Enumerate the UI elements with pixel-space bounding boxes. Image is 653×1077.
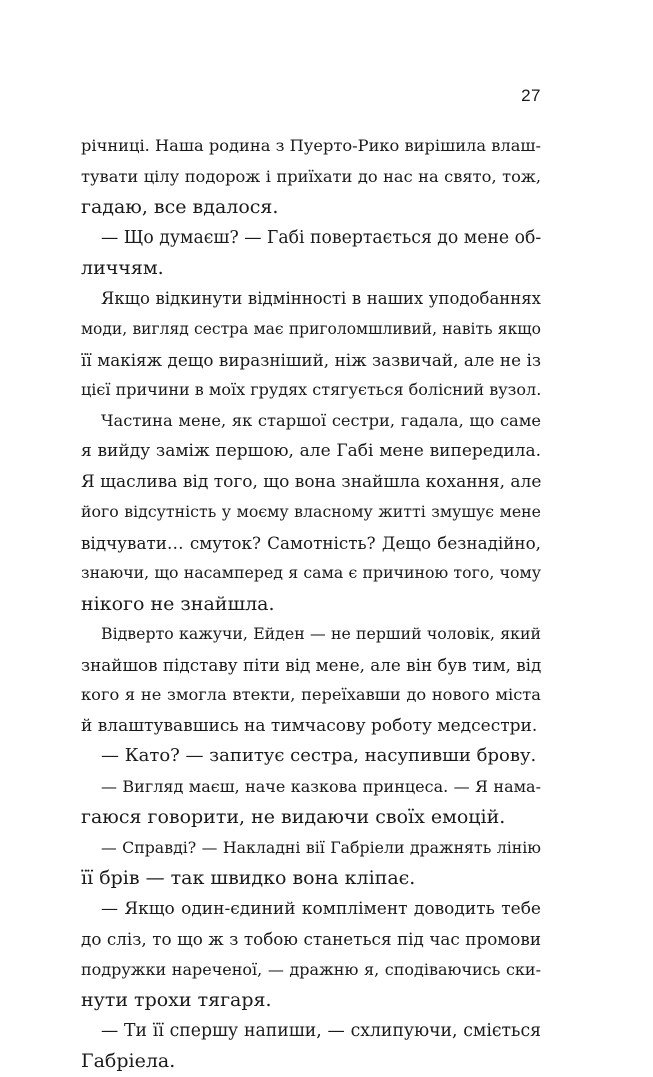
text-line: її брів — так швидко вона кліпає.	[81, 867, 416, 889]
text-line: тувати цілу подорож і приїхати до нас на свято, тож,	[81, 166, 541, 186]
text-line: його відсутність у моєму власному житті змушує мене	[81, 502, 541, 521]
text-line: Я щаслива від того, що вона знайшла кохання, але	[81, 471, 542, 492]
body-text	[81, 131, 541, 1077]
text-line: відчувати… смуток? Самотність? Дещо безнадійно,	[81, 532, 541, 553]
text-line: Якщо відкинути відмінності в наших уподобаннях	[101, 288, 541, 308]
text-line: — Що думаєш? — Габі повертається до мене об-	[101, 227, 542, 248]
text-line: її макіяж дещо виразніший, ніж зазвичай, але не із	[81, 349, 541, 370]
text-line: кого я не змогла втекти, переїхавши до нового міста	[81, 685, 541, 704]
text-line: знаючи, що насамперед я сама є причиною того, чому	[81, 563, 541, 582]
text-line: — Вигляд маєш, наче казкова принцеса. — Я нама-	[101, 776, 541, 796]
text-line: личчям.	[81, 257, 164, 279]
text-line: цієї причини в моїх грудях стягується болісний вузол.	[81, 380, 542, 399]
text-line: моди, вигляд сестра має приголомшливий, навіть якщо	[81, 320, 541, 338]
text-line: подружки нареченої, — дражню я, сподіваючись ски-	[81, 959, 541, 979]
text-line: нути трохи тягаря.	[81, 989, 272, 1011]
text-line: гаюся говорити, не видаючи своїх емоцій.	[81, 806, 506, 828]
text-line: Частина мене, як старшої сестри, гадала, що саме	[101, 410, 541, 430]
text-line: — Ти її спершу напиши, — схлипуючи, сміється	[101, 1020, 541, 1041]
text-line: Відверто кажучи, Ейден — не перший чоловік, який	[101, 624, 541, 643]
text-line: нікого не знайшла.	[81, 592, 275, 615]
text-line: річниці. Наша родина з Пуерто-Рико вирішила влаш-	[81, 136, 541, 155]
text-line: Габріела.	[81, 1050, 176, 1072]
text-line: — Като? — запитує сестра, насупивши брову.	[101, 745, 537, 766]
text-line: знайшов підставу піти від мене, але він був тим, від	[81, 654, 542, 675]
text-line: й влаштувавшись на тимчасову роботу медсестри.	[81, 715, 538, 736]
text-line: — Якщо один-єдиний комплімент доводить тебе	[101, 898, 541, 919]
text-line: гадаю, все вдалося.	[81, 196, 279, 218]
text-line: до сліз, то що ж з тобою станеться під час промови	[81, 929, 541, 949]
page-number: 27	[521, 86, 541, 105]
text-line: — Справді? — Накладні вії Габріели дражнять лінію	[101, 837, 541, 857]
text-line: я вийду заміж першою, але Габі мене випередила.	[81, 441, 541, 461]
